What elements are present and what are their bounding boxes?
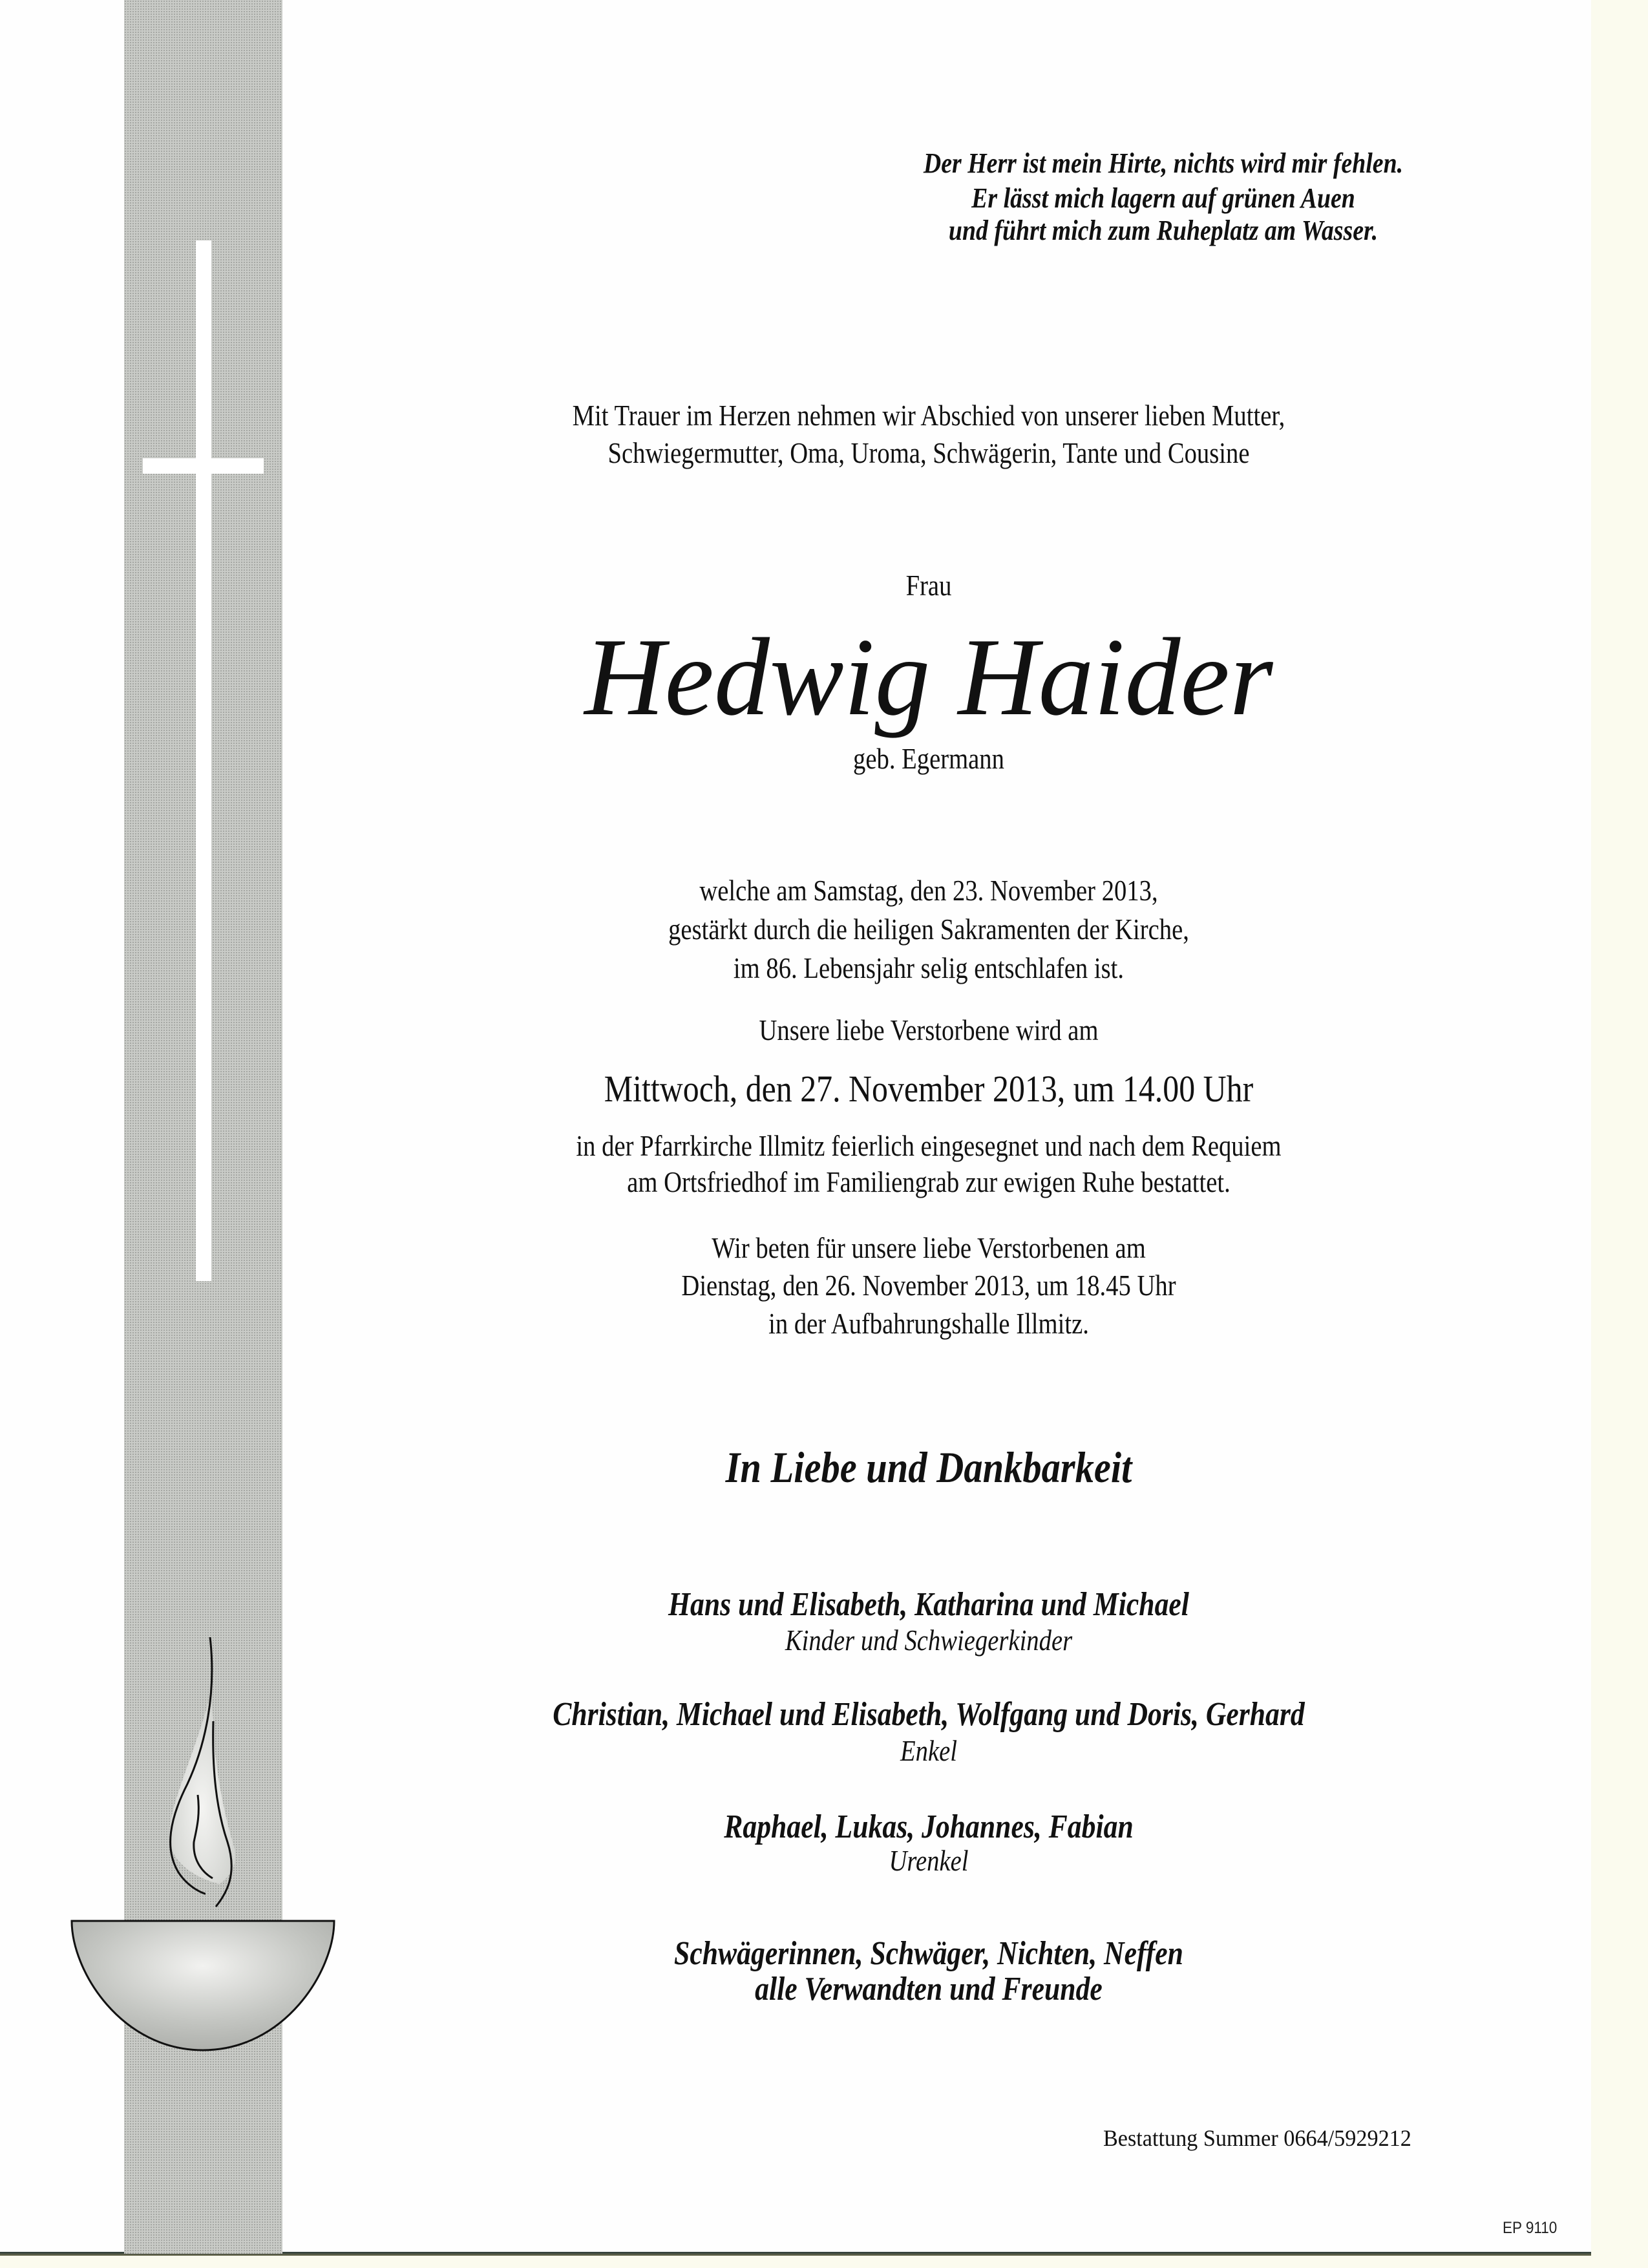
mourner-relation: Kinder und Schwiegerkinder (785, 1624, 1073, 1657)
prayer-line: in der Aufbahrungshalle Illmitz. (768, 1307, 1089, 1340)
closing-heading: In Liebe und Dankbarkeit (725, 1443, 1132, 1492)
mourner-names: Christian, Michael und Elisabeth, Wolfgang und Doris, Gerhard (553, 1696, 1305, 1733)
bowl (72, 1921, 334, 2050)
cross-icon (196, 240, 211, 1281)
oil-lamp-icon (65, 1629, 343, 2062)
cross-icon-crossbar (143, 458, 264, 474)
funeral-date-time: Mittwoch, den 27. November 2013, um 14.00 Uhr (604, 1068, 1254, 1110)
mourner-relation: Urenkel (889, 1844, 969, 1877)
intro-line: Mit Trauer im Herzen nehmen wir Abschied von unserer lieben Mutter, (572, 399, 1285, 432)
death-notice-line: welche am Samstag, den 23. November 2013, (699, 874, 1158, 907)
prayer-line: Dienstag, den 26. November 2013, um 18.45 Uhr (681, 1269, 1176, 1302)
mourner-names: Raphael, Lukas, Johannes, Fabian (724, 1808, 1134, 1845)
maiden-name: geb. Egermann (853, 742, 1004, 775)
death-notice-line: gestärkt durch die heiligen Sakramenten der Kirche, (668, 913, 1189, 946)
flame-glow (169, 1693, 235, 1884)
death-notice-line: im 86. Lebensjahr selig entschlafen ist. (733, 951, 1125, 984)
mourner-names: Schwägerinnen, Schwäger, Nichten, Neffen (674, 1935, 1183, 1972)
psalm-line: Der Herr ist mein Hirte, nichts wird mir fehlen. (923, 147, 1404, 179)
funeral-intro: Unsere liebe Verstorbene wird am (759, 1013, 1099, 1046)
intro-line: Schwiegermutter, Oma, Uroma, Schwägerin, Tante und Cousine (607, 436, 1250, 469)
deceased-name: Hedwig Haider (584, 616, 1273, 739)
mourner-relation: alle Verwandten und Freunde (755, 1971, 1103, 2008)
undertaker-contact: Bestattung Summer 0664/5929212 (1103, 2125, 1411, 2151)
print-code: EP 9110 (1503, 2219, 1558, 2237)
mourner-names: Hans und Elisabeth, Katharina und Michael (668, 1586, 1189, 1623)
funeral-line: am Ortsfriedhof im Familiengrab zur ewigen Ruhe bestattet. (627, 1165, 1231, 1198)
mourner-relation: Enkel (900, 1734, 957, 1767)
funeral-line: in der Pfarrkirche Illmitz feierlich eingesegnet und nach dem Requiem (576, 1129, 1282, 1162)
prayer-line: Wir beten für unsere liebe Verstorbenen am (712, 1231, 1146, 1264)
psalm-line: Er lässt mich lagern auf grünen Auen (971, 182, 1355, 214)
psalm-line: und führt mich zum Ruheplatz am Wasser. (948, 215, 1379, 246)
salutation: Frau (905, 569, 952, 602)
